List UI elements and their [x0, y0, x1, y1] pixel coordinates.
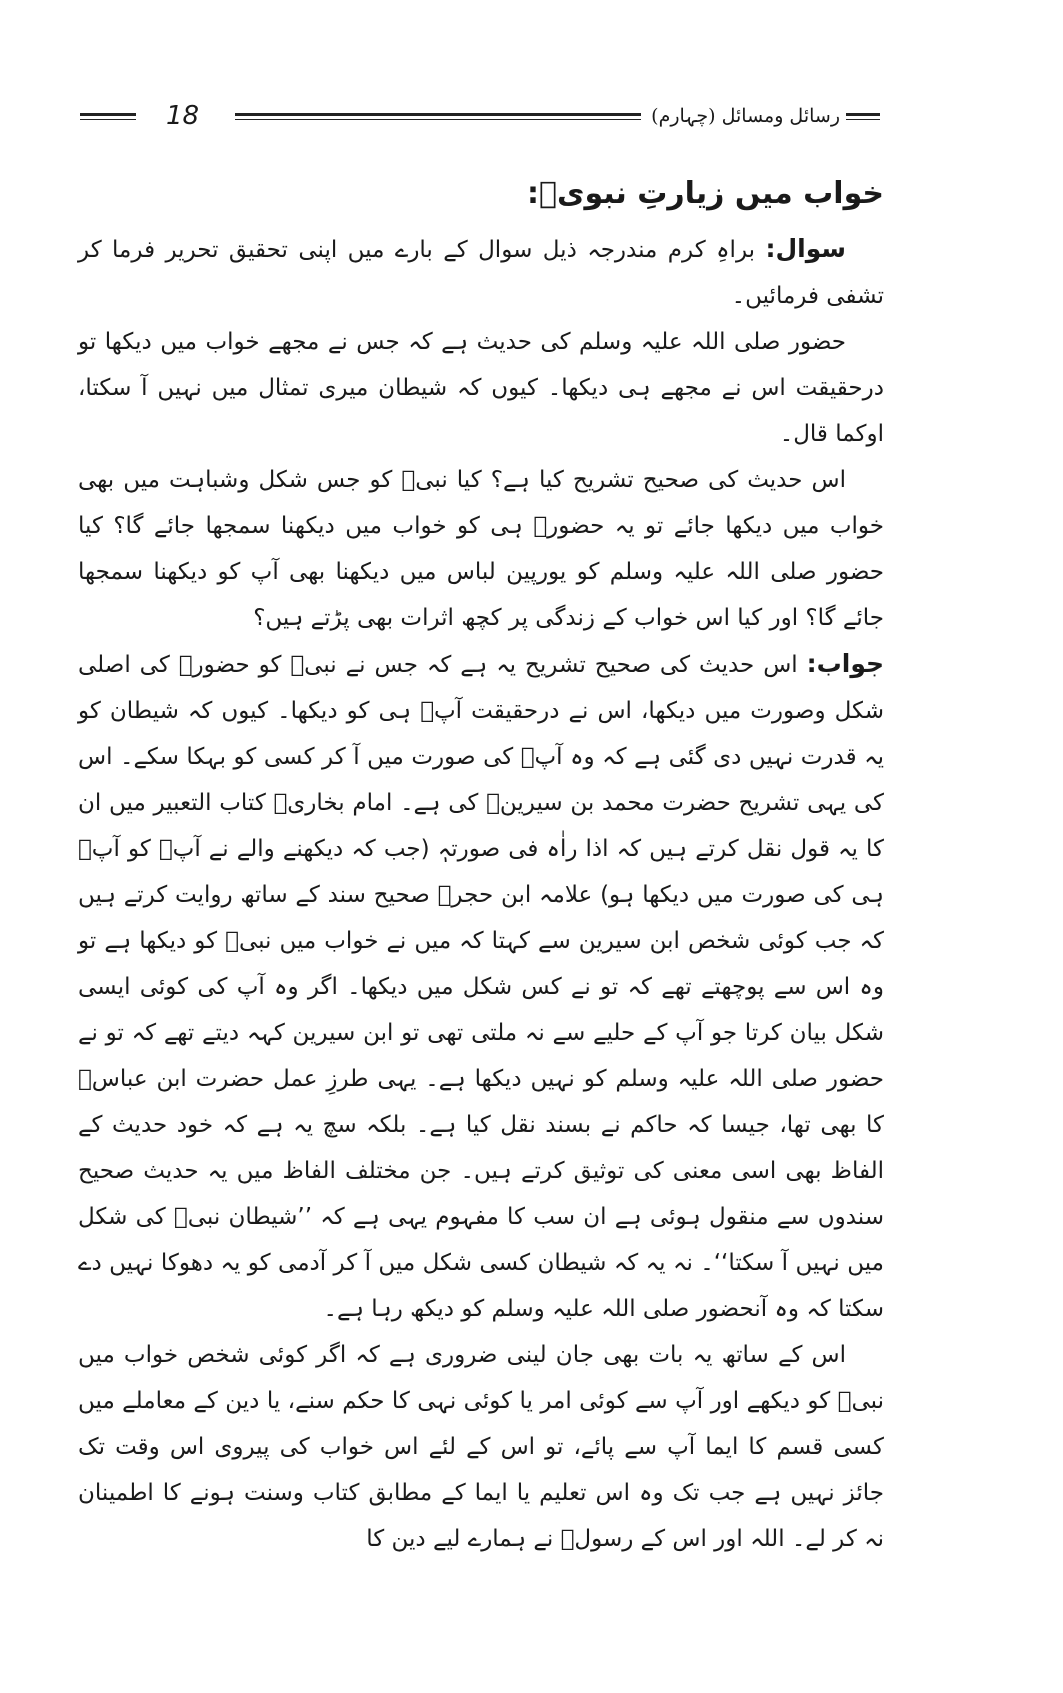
- answer-label: جواب:: [806, 649, 885, 678]
- question-text-1: حضور صلی اللہ علیہ وسلم کی حدیث ہے کہ جس نے مجھے خواب میں دیکھا تو درحقیقت اس نے مجھے ہی دیکھا۔ کیوں کہ شیطان میری تمثال میں نہیں آ سکتا، اوکما قال۔: [78, 329, 884, 447]
- answer-text-2: اس کے ساتھ یہ بات بھی جان لینی ضروری ہے کہ اگر کوئی شخص خواب میں نبیؐ کو دیکھے اور آپ سے کوئی امر یا کوئی نہی کا حکم سنے، یا دین کے معاملے میں کسی قسم کا ایما آپ سے پائے، تو اس کے لئے اس خواب کی پیروی اس وقت تک جائز نہیں ہے جب تک وہ اس تعلیم یا ایما کے مطابق کتاب وسنت ہونے کا اطمینان نہ کر لے۔ اللہ اور اس کے رسولؐ نے ہمارے لیے دین کا: [78, 1342, 884, 1552]
- question-lead: براہِ کرم مندرجہ ذیل سوال کے بارے میں اپنی تحقیق تحریر فرما کر تشفی فرمائیں۔: [78, 237, 884, 309]
- section-heading: خواب میں زیارتِ نبویؐ:: [526, 176, 884, 211]
- book-title: رسائل ومسائل (چہارم): [651, 105, 840, 127]
- page-content: [78, 168, 884, 1562]
- question-text-2: اس حدیث کی صحیح تشریح کیا ہے؟ کیا نبیؐ کو جس شکل وشباہت میں بھی خواب میں دیکھا جائے تو یہ حضورؐ ہی کو خواب میں دیکھنا سمجھا جائے گا؟ کیا حضور صلی اللہ علیہ وسلم کو یورپین لباس میں دیکھنا بھی آپ کو دیکھنا سمجھا جائے گا؟ اور کیا اس خواب کے زندگی پر کچھ اثرات بھی پڑتے ہیں؟: [78, 467, 884, 631]
- question-label: سوال:: [765, 234, 846, 263]
- answer-paragraph: [78, 641, 884, 1332]
- header-rule-left: [80, 113, 136, 120]
- header-rule-right: [846, 113, 880, 120]
- running-header: [80, 96, 880, 136]
- answer-text-1: اس حدیث کی صحیح تشریح یہ ہے کہ جس نے نبیؐ کو حضورؐ کی اصلی شکل وصورت میں دیکھا، اس نے درحقیقت آپؐ ہی کو دیکھا۔ کیوں کہ شیطان کو یہ قدرت نہیں دی گئی ہے کہ وہ آپؐ کی صورت میں آ کر کسی کو بہکا سکے۔ اس کی یہی تشریح حضرت محمد بن سیرینؒ کی ہے۔ امام بخاریؒ کتاب التعبیر میں ان کا یہ قول نقل کرتے ہیں کہ اذا راٰہ فی صورتہٖ (جب کہ دیکھنے والے نے آپؐ کو آپؐ ہی کی صورت میں دیکھا ہو) علامہ ابن حجرؒ صحیح سند کے ساتھ روایت کرتے ہیں کہ جب کوئی شخص ابن سیرین سے کہتا کہ میں نے خواب میں نبیؐ کو دیکھا ہے تو وہ اس سے پوچھتے تھے کہ تو نے کس شکل میں دیکھا۔ اگر وہ آپ کی کوئی ایسی شکل بیان کرتا جو آپ کے حلیے سے نہ ملتی تھی تو ابن سیرین کہہ دیتے تھے کہ تو نے حضور صلی اللہ علیہ وسلم کو نہیں دیکھا ہے۔ یہی طرزِ عمل حضرت ابن عباسؓ کا بھی تھا، جیسا کہ حاکم نے بسند نقل کیا ہے۔ بلکہ سچ یہ ہے کہ خود حدیث کے الفاظ بھی اسی معنی کی توثیق کرتے ہیں۔ جن مختلف الفاظ میں یہ حدیث صحیح سندوں سے منقول ہوئی ہے ان سب کا مفہوم یہی ہے کہ ’’شیطان نبیؐ کی شکل میں نہیں آ سکتا‘‘۔ نہ یہ کہ شیطان کسی شکل میں آ کر آدمی کو یہ دھوکا نہیں دے سکتا کہ وہ آنحضور صلی اللہ علیہ وسلم کو دیکھ رہا ہے۔: [78, 652, 884, 1322]
- page-number: 18: [166, 101, 200, 131]
- header-rule-middle: [235, 113, 641, 120]
- question-paragraph: [78, 226, 884, 319]
